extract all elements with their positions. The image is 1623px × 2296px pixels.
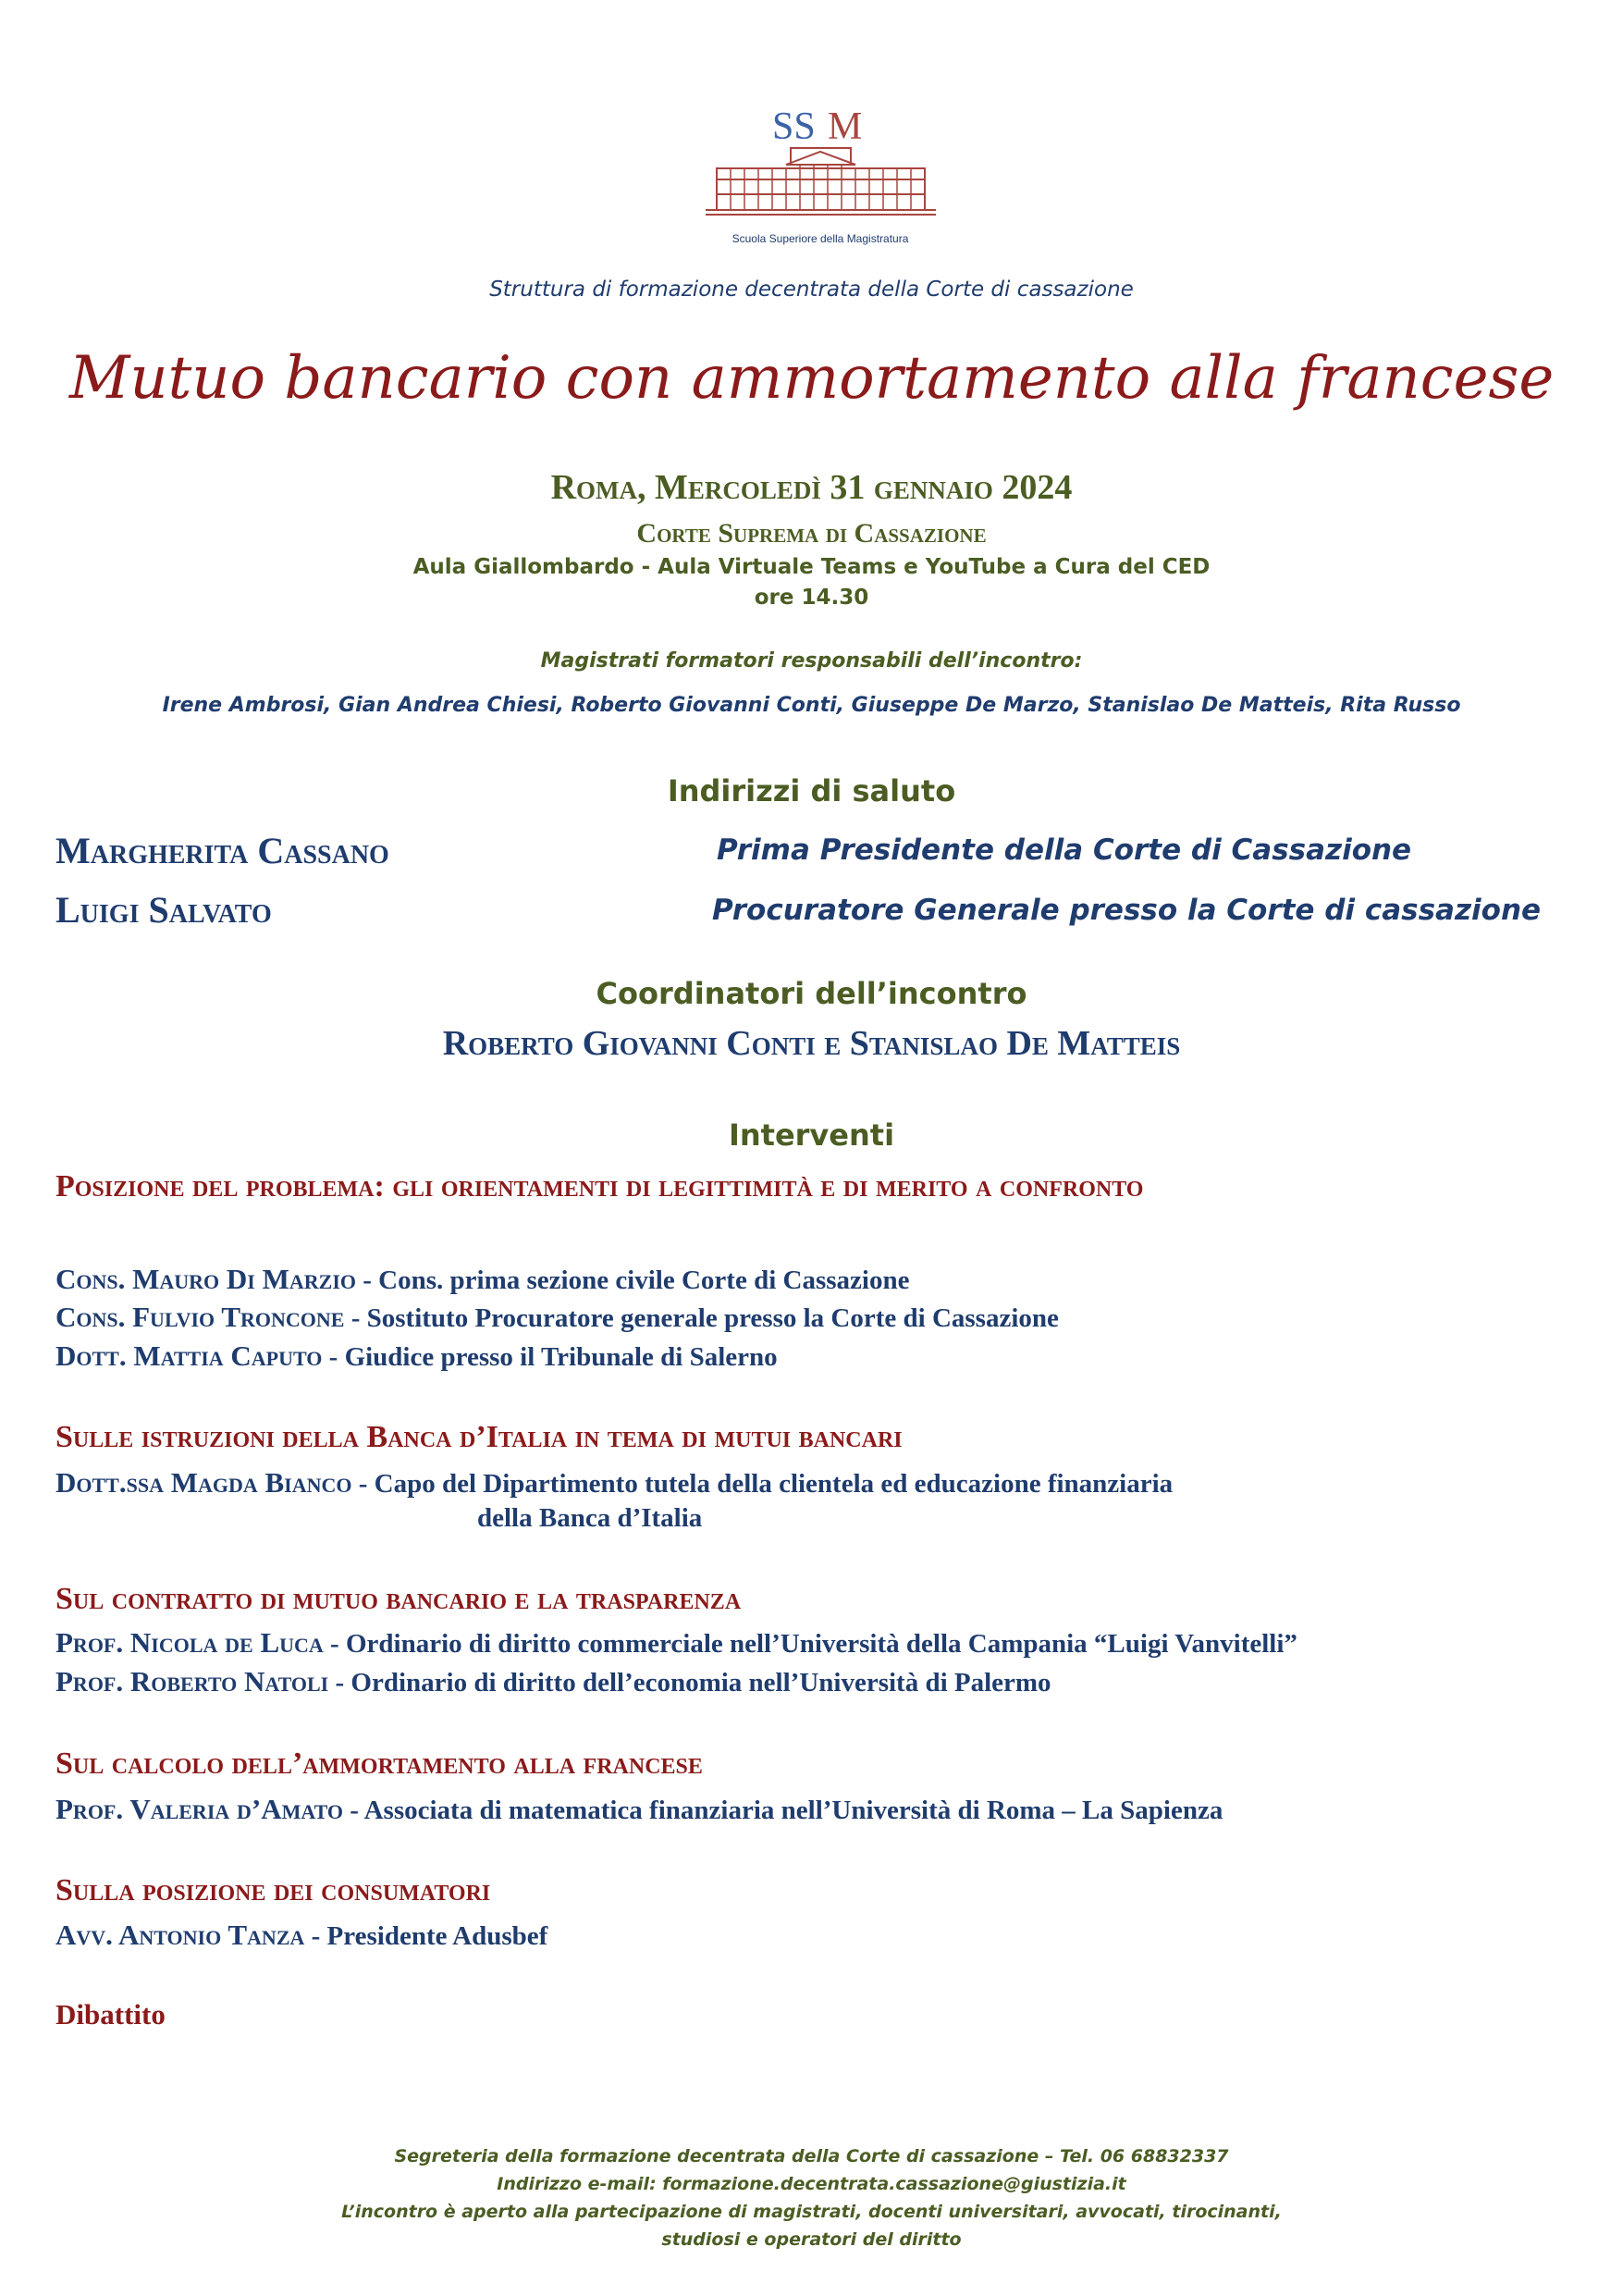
speaker-role-continuation: della Banca d’Italia: [477, 1503, 703, 1533]
logo-school-name: Scuola Superiore della Magistratura: [732, 232, 909, 245]
trainers-list: Irene Ambrosi, Gian Andrea Chiesi, Roberto Giovanni Conti, Giuseppe De Marzo, Stanislao De Matteis, Rita Russo: [162, 694, 1461, 717]
structure-subtitle: Struttura di formazione decentrata della Corte di cassazione: [489, 278, 1134, 302]
greeting-speaker-role: Prima Presidente della Corte di Cassazione: [717, 833, 1412, 867]
speaker-name: Dott. Mattia Caputo: [55, 1339, 323, 1372]
logo-acronym-ss: SS: [772, 105, 816, 148]
page-title: Mutuo bancario con ammortamento alla francese: [68, 344, 1555, 413]
topic-title: Sulle istruzioni della Banca d’Italia in tema di mutui bancari: [55, 1420, 903, 1454]
greetings-heading: Indirizzi di saluto: [667, 773, 956, 809]
speaker-name: Dott.ssa Magda Bianco: [55, 1466, 352, 1499]
footer-email: Indirizzo e-mail: formazione.decentrata.cassazione@giustizia.it: [497, 2174, 1126, 2194]
coordinators-names: Roberto Giovanni Conti e Stanislao De Matteis: [442, 1024, 1181, 1063]
speaker-name: Cons. Fulvio Troncone: [55, 1301, 345, 1333]
speaker-name: Prof. Valeria d’Amato: [55, 1793, 344, 1825]
speaker-role: - Ordinario di diritto dell’economia nell’Università di Palermo: [335, 1668, 1051, 1697]
speaker-role: - Capo del Dipartimento tutela della clientela ed educazione finanziaria: [358, 1469, 1174, 1499]
topic-title: Sul calcolo dell’ammortamento alla francese: [55, 1747, 703, 1781]
event-venue: Aula Giallombardo - Aula Virtuale Teams e YouTube a Cura del CED: [412, 555, 1211, 579]
footer-secretariat: Segreteria della formazione decentrata della Corte di cassazione – Tel. 06 68832337: [394, 2146, 1229, 2166]
speaker-row: [55, 1793, 1223, 1826]
event-court: Corte Suprema di Cassazione: [636, 518, 987, 549]
speaker-name: Prof. Nicola de Luca: [55, 1626, 324, 1659]
ssm-logo: [698, 104, 943, 252]
speaker-name: Avv. Antonio Tanza: [55, 1919, 305, 1951]
footer-audience-cont: studiosi e operatori del diritto: [661, 2229, 962, 2250]
speaker-row: [55, 1301, 1059, 1334]
topic-title: Sul contratto di mutuo bancario e la trasparenza: [55, 1582, 742, 1616]
topic-title: Sulla posizione dei consumatori: [55, 1873, 491, 1907]
speaker-row: [55, 1665, 1051, 1698]
speaker-row: [55, 1626, 1297, 1660]
topic-title: Posizione del problema: gli orientamenti di legittimità e di merito a confronto: [55, 1169, 1144, 1204]
event-time: ore 14.30: [754, 586, 869, 610]
speaker-role: - Sostituto Procuratore generale presso la Corte di Cassazione: [350, 1303, 1059, 1333]
speaker-row: [55, 1919, 547, 1952]
logo-acronym-m: M: [828, 105, 863, 148]
speaker-row: [55, 1263, 909, 1296]
greeting-speaker-role: Procuratore Generale presso la Corte di cassazione: [712, 894, 1542, 927]
greeting-speaker-name: Luigi Salvato: [55, 889, 272, 931]
interventions-heading: Interventi: [728, 1117, 895, 1153]
speaker-name: Prof. Roberto Natoli: [55, 1665, 329, 1697]
speaker-row: [55, 1339, 778, 1373]
event-date: Roma, Mercoledì 31 gennaio 2024: [550, 468, 1073, 507]
palace-building-icon: [698, 104, 943, 252]
speaker-role: - Presidente Adusbef: [311, 1921, 548, 1951]
speaker-name: Cons. Mauro Di Marzio: [55, 1263, 356, 1295]
speaker-role: - Associata di matematica finanziaria nell’Università di Roma – La Sapienza: [350, 1796, 1223, 1825]
debate-label: Dibattito: [55, 1998, 166, 2031]
speaker-role: - Cons. prima sezione civile Corte di Cassazione: [363, 1265, 910, 1295]
speaker-role: - Ordinario di diritto commerciale nell’Università della Campania “Luigi Vanvitelli”: [330, 1629, 1297, 1659]
coordinators-heading: Coordinatori dell’incontro: [596, 976, 1027, 1011]
footer-audience: L’incontro è aperto alla partecipazione di magistrati, docenti universitari, avvocati, tirocinanti,: [341, 2202, 1282, 2222]
speaker-row: [55, 1466, 1173, 1500]
greeting-speaker-name: Margherita Cassano: [55, 830, 389, 871]
trainers-heading: Magistrati formatori responsabili dell’incontro:: [540, 649, 1083, 673]
speaker-role: - Giudice presso il Tribunale di Salerno: [328, 1342, 778, 1372]
